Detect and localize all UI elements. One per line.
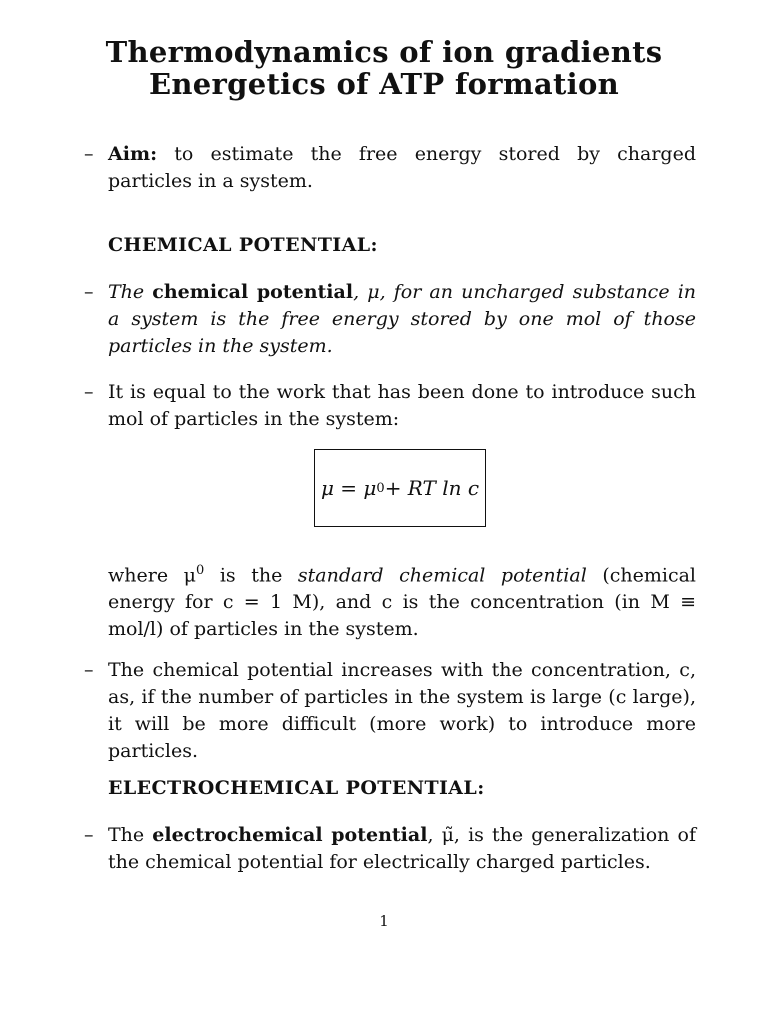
where-paragraph bbox=[108, 557, 696, 643]
section-heading-chemical: CHEMICAL POTENTIAL: bbox=[108, 234, 378, 256]
increase-text: The chemical potential increases with the concentration, c, as, if the number of particles in the system is large (c large), it will be more difficult (more work) to introduce more particles. bbox=[108, 659, 696, 762]
page-number: 1 bbox=[379, 912, 389, 930]
term-standard-chemical-potential: standard chemical potential bbox=[297, 564, 587, 587]
bullet-dash: – bbox=[84, 143, 94, 165]
bullet-dash: – bbox=[84, 281, 94, 303]
title-line-1: Thermodynamics of ion gradients bbox=[105, 35, 663, 69]
work-paragraph bbox=[84, 379, 696, 433]
equation-lhs: μ = μ bbox=[320, 476, 377, 500]
equation-box bbox=[314, 449, 486, 527]
where-part-1: where μ bbox=[108, 564, 196, 587]
chemical-definition bbox=[84, 279, 697, 360]
aim-paragraph bbox=[84, 141, 696, 195]
work-text: It is equal to the work that has been done to introduce such mol of particles in the system: bbox=[108, 381, 696, 430]
section-heading-electrochemical: ELECTROCHEMICAL POTENTIAL: bbox=[108, 777, 485, 799]
where-part-3: (chemical energy for c = 1 M), and c is the concentration (in M ≡ mol/l) of particles in the system. bbox=[108, 564, 696, 641]
where-sup: 0 bbox=[195, 563, 205, 578]
electro-rest: , μ̃, is the generalization of the chemical potential for electrically charged particles. bbox=[108, 824, 696, 873]
electro-the: The bbox=[108, 824, 153, 846]
aim-label: Aim: bbox=[108, 143, 158, 165]
term-electrochemical-potential: electrochemical potential bbox=[152, 824, 428, 846]
equation-rhs: + RT ln c bbox=[384, 476, 480, 500]
definition-rest: for an uncharged substance in a system is the free energy stored by one mol of those particles in the system. bbox=[108, 281, 697, 357]
definition-the: The bbox=[108, 281, 145, 303]
where-part-2: is the bbox=[204, 564, 298, 587]
bullet-dash: – bbox=[84, 659, 94, 681]
term-chemical-potential: chemical potential bbox=[152, 281, 354, 303]
equation-sup: 0 bbox=[376, 480, 385, 496]
increase-paragraph bbox=[84, 657, 696, 765]
aim-text: to estimate the free energy stored by charged particles in a system. bbox=[108, 143, 696, 192]
page-title bbox=[0, 36, 768, 100]
bullet-dash: – bbox=[84, 824, 94, 846]
title-line-2: Energetics of ATP formation bbox=[149, 67, 619, 101]
bullet-dash: – bbox=[84, 381, 94, 403]
electrochemical-definition bbox=[84, 822, 696, 876]
definition-symbol: , μ, bbox=[353, 281, 394, 303]
